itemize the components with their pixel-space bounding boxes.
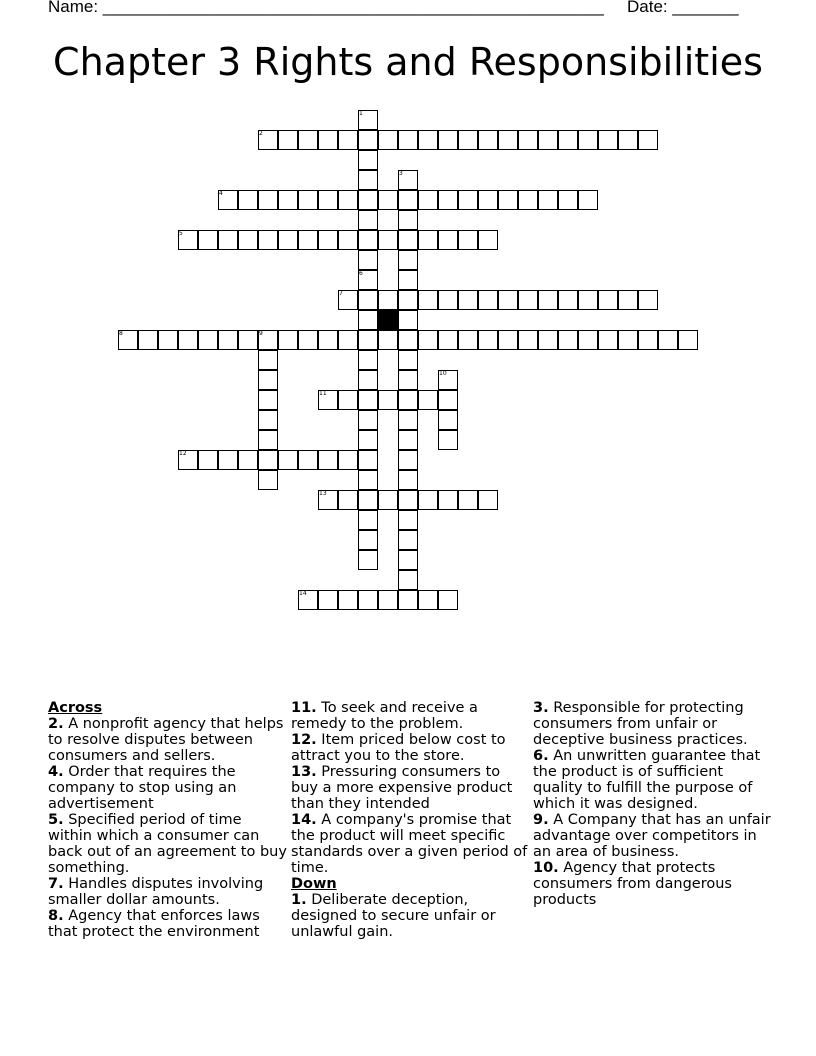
crossword-cell[interactable] bbox=[258, 410, 278, 430]
crossword-cell[interactable] bbox=[498, 330, 518, 350]
clue-down-6: 6. An unwritten guarantee that the product is of sufficient quality to fulfill the purpose of which it was designed. bbox=[533, 748, 761, 812]
clue-across-12: 12. Item priced below cost to attract you to the store. bbox=[291, 732, 506, 764]
cell-number: 13 bbox=[319, 490, 327, 497]
crossword-cell[interactable] bbox=[458, 230, 478, 250]
crossword-cell[interactable] bbox=[238, 230, 258, 250]
crossword-cell[interactable] bbox=[358, 370, 378, 390]
crossword-cell[interactable] bbox=[378, 390, 398, 410]
crossword-cell[interactable] bbox=[598, 290, 618, 310]
clue-down-3: 3. Responsible for protecting consumers from unfair or deceptive business practices. bbox=[533, 700, 748, 748]
crossword-cell[interactable] bbox=[438, 230, 458, 250]
crossword-cell[interactable] bbox=[398, 430, 418, 450]
crossword-cell[interactable] bbox=[358, 470, 378, 490]
crossword-cell[interactable] bbox=[358, 390, 378, 410]
crossword-cell[interactable] bbox=[518, 190, 538, 210]
crossword-cell[interactable] bbox=[558, 190, 578, 210]
crossword-cell[interactable] bbox=[418, 130, 438, 150]
crossword-cell[interactable] bbox=[278, 130, 298, 150]
down-heading: Down bbox=[291, 876, 337, 892]
crossword-cell[interactable] bbox=[478, 190, 498, 210]
crossword-cell[interactable] bbox=[138, 330, 158, 350]
crossword-cell[interactable] bbox=[438, 490, 458, 510]
clue-down-9: 9. A Company that has an unfair advantage over competitors in an area of business. bbox=[533, 812, 771, 860]
crossword-cell[interactable] bbox=[638, 130, 658, 150]
crossword-cell[interactable] bbox=[418, 330, 438, 350]
crossword-cell[interactable] bbox=[398, 250, 418, 270]
cell-number: 9 bbox=[259, 330, 263, 337]
clue-across-2: 2. A nonprofit agency that helps to resolve disputes between consumers and sellers. bbox=[48, 716, 284, 764]
crossword-cell[interactable] bbox=[518, 290, 538, 310]
crossword-cell[interactable] bbox=[398, 490, 418, 510]
crossword-cell[interactable] bbox=[198, 330, 218, 350]
clue-across-7: 7. Handles disputes involving smaller dollar amounts. bbox=[48, 876, 264, 908]
crossword-cell[interactable] bbox=[458, 490, 478, 510]
crossword-cell[interactable] bbox=[538, 130, 558, 150]
crossword-cell[interactable] bbox=[398, 590, 418, 610]
crossword-cell[interactable] bbox=[378, 290, 398, 310]
black-square bbox=[378, 310, 398, 330]
crossword-cell[interactable] bbox=[258, 190, 278, 210]
crossword-cell[interactable] bbox=[278, 450, 298, 470]
crossword-cell[interactable] bbox=[338, 230, 358, 250]
crossword-cell[interactable] bbox=[458, 130, 478, 150]
crossword-cell[interactable] bbox=[378, 490, 398, 510]
crossword-cell[interactable] bbox=[478, 330, 498, 350]
crossword-cell[interactable] bbox=[358, 410, 378, 430]
cell-number: 12 bbox=[179, 450, 187, 457]
crossword-cell[interactable] bbox=[498, 290, 518, 310]
crossword-cell[interactable] bbox=[398, 210, 418, 230]
crossword-cell[interactable] bbox=[438, 330, 458, 350]
clue-down-10: 10. Agency that protects consumers from dangerous products bbox=[533, 860, 732, 908]
crossword-cell[interactable] bbox=[538, 330, 558, 350]
crossword-cell[interactable] bbox=[218, 330, 238, 350]
crossword-cell[interactable] bbox=[358, 590, 378, 610]
crossword-cell[interactable] bbox=[398, 510, 418, 530]
crossword-cell[interactable] bbox=[438, 190, 458, 210]
crossword-cell[interactable] bbox=[358, 210, 378, 230]
crossword-cell[interactable] bbox=[518, 330, 538, 350]
crossword-cell[interactable] bbox=[438, 430, 458, 450]
crossword-cell[interactable] bbox=[298, 450, 318, 470]
cell-number: 3 bbox=[399, 170, 403, 177]
crossword-cell[interactable] bbox=[398, 230, 418, 250]
crossword-cell[interactable] bbox=[418, 590, 438, 610]
cell-number: 8 bbox=[119, 330, 123, 337]
crossword-cell[interactable] bbox=[398, 310, 418, 330]
crossword-cell[interactable] bbox=[358, 330, 378, 350]
crossword-cell[interactable] bbox=[298, 190, 318, 210]
crossword-cell[interactable] bbox=[478, 490, 498, 510]
crossword-cell[interactable] bbox=[358, 350, 378, 370]
crossword-cell[interactable] bbox=[438, 130, 458, 150]
crossword-cell[interactable] bbox=[398, 570, 418, 590]
crossword-cell[interactable] bbox=[458, 190, 478, 210]
clue-across-4: 4. Order that requires the company to stop using an advertisement bbox=[48, 764, 237, 812]
across-heading: Across bbox=[48, 700, 103, 716]
crossword-cell[interactable] bbox=[318, 130, 338, 150]
cell-number: 7 bbox=[339, 290, 343, 297]
crossword-cell[interactable] bbox=[218, 230, 238, 250]
crossword-cell[interactable] bbox=[318, 590, 338, 610]
crossword-cell[interactable] bbox=[238, 190, 258, 210]
crossword-cell[interactable] bbox=[538, 190, 558, 210]
crossword-cell[interactable] bbox=[578, 330, 598, 350]
clue-across-8: 8. Agency that enforces laws that protect the environment bbox=[48, 908, 260, 940]
crossword-cell[interactable] bbox=[378, 330, 398, 350]
crossword-cell[interactable] bbox=[198, 230, 218, 250]
crossword-cell[interactable] bbox=[278, 330, 298, 350]
crossword-cell[interactable] bbox=[678, 330, 698, 350]
cell-number: 11 bbox=[319, 390, 327, 397]
crossword-cell[interactable] bbox=[258, 390, 278, 410]
crossword-cell[interactable] bbox=[338, 450, 358, 470]
date-field-line[interactable]: Date: _______ bbox=[627, 0, 739, 16]
crossword-cell[interactable] bbox=[398, 270, 418, 290]
crossword-cell[interactable] bbox=[338, 190, 358, 210]
crossword-cell[interactable] bbox=[598, 330, 618, 350]
crossword-cell[interactable] bbox=[438, 590, 458, 610]
crossword-cell[interactable] bbox=[578, 190, 598, 210]
crossword-cell[interactable] bbox=[498, 130, 518, 150]
crossword-cell[interactable] bbox=[258, 350, 278, 370]
crossword-cell[interactable] bbox=[378, 190, 398, 210]
crossword-cell[interactable] bbox=[418, 390, 438, 410]
name-field-line[interactable]: Name: _____________________________________________________ bbox=[48, 0, 604, 16]
crossword-cell[interactable] bbox=[318, 450, 338, 470]
crossword-cell[interactable] bbox=[258, 470, 278, 490]
crossword-cell[interactable] bbox=[438, 390, 458, 410]
crossword-cell[interactable] bbox=[418, 490, 438, 510]
clue-across-14: 14. A company's promise that the product will meet specific standards over a given period of time. bbox=[291, 812, 528, 876]
crossword-cell[interactable] bbox=[238, 330, 258, 350]
crossword-cell[interactable] bbox=[478, 230, 498, 250]
crossword-cell[interactable] bbox=[178, 330, 198, 350]
crossword-cell[interactable] bbox=[538, 290, 558, 310]
crossword-cell[interactable] bbox=[478, 130, 498, 150]
crossword-cell[interactable] bbox=[358, 250, 378, 270]
clue-across-5: 5. Specified period of time within which a consumer can back out of an agreement to buy something. bbox=[48, 812, 287, 876]
crossword-cell[interactable] bbox=[658, 330, 678, 350]
cell-number: 14 bbox=[299, 590, 307, 597]
crossword-cell[interactable] bbox=[378, 590, 398, 610]
clues-column-3 bbox=[533, 700, 773, 908]
crossword-cell[interactable] bbox=[398, 130, 418, 150]
crossword-cell[interactable] bbox=[318, 230, 338, 250]
crossword-cell[interactable] bbox=[298, 230, 318, 250]
crossword-cell[interactable] bbox=[398, 290, 418, 310]
crossword-cell[interactable] bbox=[258, 370, 278, 390]
crossword-cell[interactable] bbox=[518, 130, 538, 150]
crossword-cell[interactable] bbox=[478, 290, 498, 310]
crossword-cell[interactable] bbox=[398, 450, 418, 470]
crossword-cell[interactable] bbox=[378, 130, 398, 150]
crossword-cell[interactable] bbox=[438, 410, 458, 430]
crossword-cell[interactable] bbox=[598, 130, 618, 150]
clue-down-1: 1. Deliberate deception, designed to secure unfair or unlawful gain. bbox=[291, 892, 496, 940]
crossword-cell[interactable] bbox=[398, 370, 418, 390]
crossword-cell[interactable] bbox=[618, 330, 638, 350]
crossword-cell[interactable] bbox=[358, 490, 378, 510]
clues-column-2 bbox=[291, 700, 531, 940]
crossword-cell[interactable] bbox=[278, 190, 298, 210]
crossword-cell[interactable] bbox=[618, 130, 638, 150]
cell-number: 6 bbox=[359, 270, 363, 277]
crossword-cell[interactable] bbox=[298, 330, 318, 350]
crossword-cell[interactable] bbox=[298, 130, 318, 150]
crossword-cell[interactable] bbox=[398, 470, 418, 490]
crossword-cell[interactable] bbox=[358, 190, 378, 210]
crossword-cell[interactable] bbox=[418, 230, 438, 250]
cell-number: 5 bbox=[179, 230, 183, 237]
crossword-cell[interactable] bbox=[338, 330, 358, 350]
cell-number: 1 bbox=[359, 110, 363, 117]
crossword-cell[interactable] bbox=[358, 170, 378, 190]
cell-number: 10 bbox=[439, 370, 447, 377]
crossword-cell[interactable] bbox=[358, 550, 378, 570]
crossword-cell[interactable] bbox=[358, 290, 378, 310]
crossword-cell[interactable] bbox=[338, 390, 358, 410]
crossword-cell[interactable] bbox=[338, 490, 358, 510]
crossword-cell[interactable] bbox=[418, 290, 438, 310]
crossword-cell[interactable] bbox=[578, 290, 598, 310]
crossword-cell[interactable] bbox=[338, 590, 358, 610]
crossword-cell[interactable] bbox=[258, 430, 278, 450]
crossword-cell[interactable] bbox=[358, 150, 378, 170]
crossword-cell[interactable] bbox=[638, 290, 658, 310]
crossword-cell[interactable] bbox=[398, 410, 418, 430]
crossword-cell[interactable] bbox=[398, 190, 418, 210]
crossword-cell[interactable] bbox=[558, 330, 578, 350]
crossword-cell[interactable] bbox=[558, 130, 578, 150]
crossword-cell[interactable] bbox=[198, 450, 218, 470]
crossword-cell[interactable] bbox=[498, 190, 518, 210]
crossword-cell[interactable] bbox=[378, 230, 398, 250]
cell-number: 2 bbox=[259, 130, 263, 137]
crossword-cell[interactable] bbox=[398, 350, 418, 370]
crossword-cell[interactable] bbox=[258, 450, 278, 470]
clues-column-1 bbox=[48, 700, 288, 940]
crossword-cell[interactable] bbox=[358, 450, 378, 470]
crossword-cell[interactable] bbox=[398, 550, 418, 570]
crossword-cell[interactable] bbox=[338, 130, 358, 150]
crossword-cell[interactable] bbox=[278, 230, 298, 250]
crossword-cell[interactable] bbox=[238, 450, 258, 470]
crossword-cell[interactable] bbox=[558, 290, 578, 310]
crossword-cell[interactable] bbox=[398, 330, 418, 350]
clue-across-11: 11. To seek and receive a remedy to the problem. bbox=[291, 700, 478, 732]
crossword-cell[interactable] bbox=[458, 330, 478, 350]
clue-across-13: 13. Pressuring consumers to buy a more expensive product than they intended bbox=[291, 764, 513, 812]
crossword-cell[interactable] bbox=[358, 130, 378, 150]
page-title: Chapter 3 Rights and Responsibilities bbox=[53, 40, 763, 84]
crossword-cell[interactable] bbox=[358, 530, 378, 550]
crossword-cell[interactable] bbox=[318, 330, 338, 350]
crossword-cell[interactable] bbox=[578, 130, 598, 150]
crossword-cell[interactable] bbox=[458, 290, 478, 310]
crossword-cell[interactable] bbox=[358, 430, 378, 450]
crossword-cell[interactable] bbox=[158, 330, 178, 350]
crossword-cell[interactable] bbox=[618, 290, 638, 310]
cell-number: 4 bbox=[219, 190, 223, 197]
crossword-cell[interactable] bbox=[318, 190, 338, 210]
crossword-cell[interactable] bbox=[418, 190, 438, 210]
crossword-cell[interactable] bbox=[258, 230, 278, 250]
crossword-cell[interactable] bbox=[398, 390, 418, 410]
crossword-cell[interactable] bbox=[438, 290, 458, 310]
crossword-cell[interactable] bbox=[218, 450, 238, 470]
crossword-cell[interactable] bbox=[398, 530, 418, 550]
crossword-cell[interactable] bbox=[638, 330, 658, 350]
crossword-cell[interactable] bbox=[358, 510, 378, 530]
crossword-cell[interactable] bbox=[358, 230, 378, 250]
crossword-cell[interactable] bbox=[358, 310, 378, 330]
